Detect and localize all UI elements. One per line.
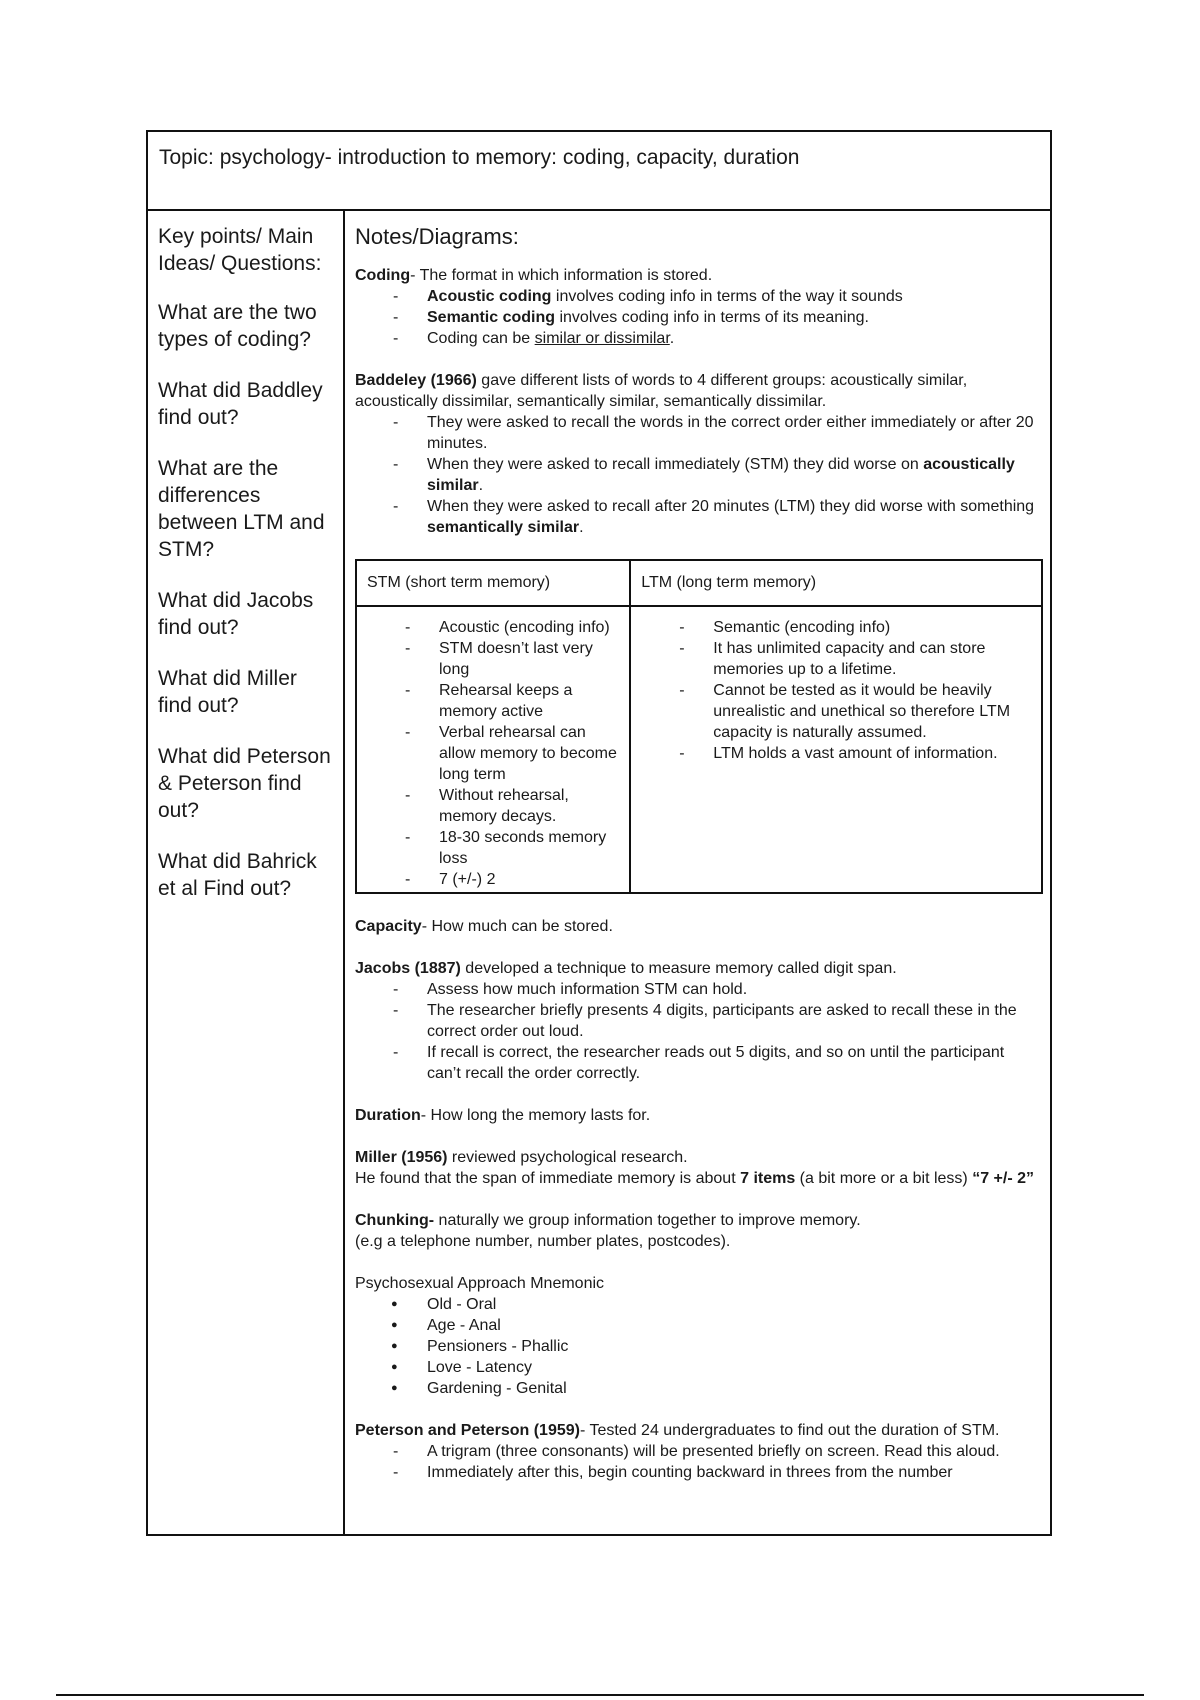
list-item: - They were asked to recall the words in the correct order either immediately or after 20 minutes. <box>355 412 1040 454</box>
stm-cell <box>356 606 630 893</box>
coding-definition: Coding- The format in which information is stored. <box>355 267 713 284</box>
miller-study: Miller (1956) reviewed psychological research. He found that the span of immediate memory is about 7 items (a bit more or a bit less) “7 +/- 2” <box>355 1149 1034 1187</box>
table-list-item: - Acoustic (encoding info) <box>357 617 619 638</box>
mnemonic-title: Psychosexual Approach Mnemonic <box>355 1275 605 1292</box>
table-list-item: - STM doesn’t last very long <box>357 638 619 680</box>
miller-label: Miller (1956) <box>355 1149 448 1166</box>
stm-header: STM (short term memory) <box>356 560 630 606</box>
list-item: - When they were asked to recall after 20 minutes (LTM) they did worse with something semantically similar. <box>355 496 1040 538</box>
stm-ltm-table <box>355 559 1043 894</box>
table-list-item: - LTM holds a vast amount of information. <box>631 743 1031 764</box>
ltm-header: LTM (long term memory) <box>630 560 1042 606</box>
jacobs-study: Jacobs (1887) developed a technique to measure memory called digit span. <box>355 960 897 977</box>
peterson-label: Peterson and Peterson (1959) <box>355 1422 580 1439</box>
list-item: ● Love - Latency <box>355 1357 1040 1378</box>
key-points-heading: Key points/ Main Ideas/ Questions: <box>158 225 322 275</box>
list-item: - Coding can be similar or dissimilar. <box>355 328 1040 349</box>
list-item: ● Gardening - Genital <box>355 1378 1040 1399</box>
key-points-column <box>148 211 345 1534</box>
duration-definition: Duration- How long the memory lasts for. <box>355 1107 651 1124</box>
notes-body <box>148 211 1050 1534</box>
peterson-study: Peterson and Peterson (1959)- Tested 24 undergraduates to find out the duration of STM. <box>355 1422 1000 1439</box>
baddeley-label: Baddeley (1966) <box>355 372 477 389</box>
topic-title: Topic: psychology- introduction to memory: coding, capacity, duration <box>148 132 1050 211</box>
mnemonic-list <box>355 1294 1040 1399</box>
peterson-list <box>355 1441 1040 1483</box>
table-list-item: - It has unlimited capacity and can store memories up to a lifetime. <box>631 638 1031 680</box>
list-item: - Assess how much information STM can hold. <box>355 979 1040 1000</box>
list-item: ● Pensioners - Phallic <box>355 1336 1040 1357</box>
question: What are the differences between LTM and STM? <box>158 457 325 561</box>
table-list-item: - Rehearsal keeps a memory active <box>357 680 619 722</box>
duration-label: Duration <box>355 1107 421 1124</box>
notes-column <box>345 211 1050 1534</box>
jacobs-list <box>355 979 1040 1084</box>
list-item: - Immediately after this, begin counting backward in threes from the number <box>355 1462 1040 1483</box>
capacity-definition: Capacity- How much can be stored. <box>355 918 613 935</box>
table-list-item: - Verbal rehearsal can allow memory to become long term <box>357 722 619 785</box>
table-list-item: - Semantic (encoding info) <box>631 617 1031 638</box>
capacity-label: Capacity <box>355 918 422 935</box>
notes-heading: Notes/Diagrams: <box>355 224 519 249</box>
jacobs-label: Jacobs (1887) <box>355 960 461 977</box>
list-item: - The researcher briefly presents 4 digits, participants are asked to recall these in the correct order out loud. <box>355 1000 1040 1042</box>
ltm-cell <box>630 606 1042 893</box>
page-divider <box>56 1694 1144 1696</box>
list-item: - Acoustic coding involves coding info in terms of the way it sounds <box>355 286 1040 307</box>
question: What did Peterson & Peterson find out? <box>158 745 331 822</box>
baddeley-study: Baddeley (1966) gave different lists of words to 4 different groups: acoustically similar, acoustically dissimilar, semantically similar, semantically dissimilar. <box>355 372 968 410</box>
list-item: - Semantic coding involves coding info in terms of its meaning. <box>355 307 1040 328</box>
question: What did Bahrick et al Find out? <box>158 850 317 900</box>
table-list-item: - Without rehearsal, memory decays. <box>357 785 619 827</box>
chunking-note: Chunking- naturally we group information together to improve memory. (e.g a telephone number, number plates, postcodes). <box>355 1212 861 1250</box>
notes-sheet <box>146 130 1052 1536</box>
list-item: ● Age - Anal <box>355 1315 1040 1336</box>
question: What did Miller find out? <box>158 667 297 717</box>
baddeley-list <box>355 412 1040 538</box>
coding-list <box>355 286 1040 349</box>
list-item: - A trigram (three consonants) will be presented briefly on screen. Read this aloud. <box>355 1441 1040 1462</box>
list-item: - When they were asked to recall immediately (STM) they did worse on acoustically similar. <box>355 454 1040 496</box>
question: What did Baddley find out? <box>158 379 323 429</box>
table-list-item: - Cannot be tested as it would be heavily unrealistic and unethical so therefore LTM capacity is naturally assumed. <box>631 680 1031 743</box>
list-item: - If recall is correct, the researcher reads out 5 digits, and so on until the participant can’t recall the order correctly. <box>355 1042 1040 1084</box>
chunking-label: Chunking- <box>355 1212 435 1229</box>
coding-label: Coding <box>355 267 411 284</box>
table-list-item: - 7 (+/-) 2 <box>357 869 619 890</box>
question: What did Jacobs find out? <box>158 589 314 639</box>
table-list-item: - 18-30 seconds memory loss <box>357 827 619 869</box>
list-item: ● Old - Oral <box>355 1294 1040 1315</box>
question: What are the two types of coding? <box>158 301 317 351</box>
